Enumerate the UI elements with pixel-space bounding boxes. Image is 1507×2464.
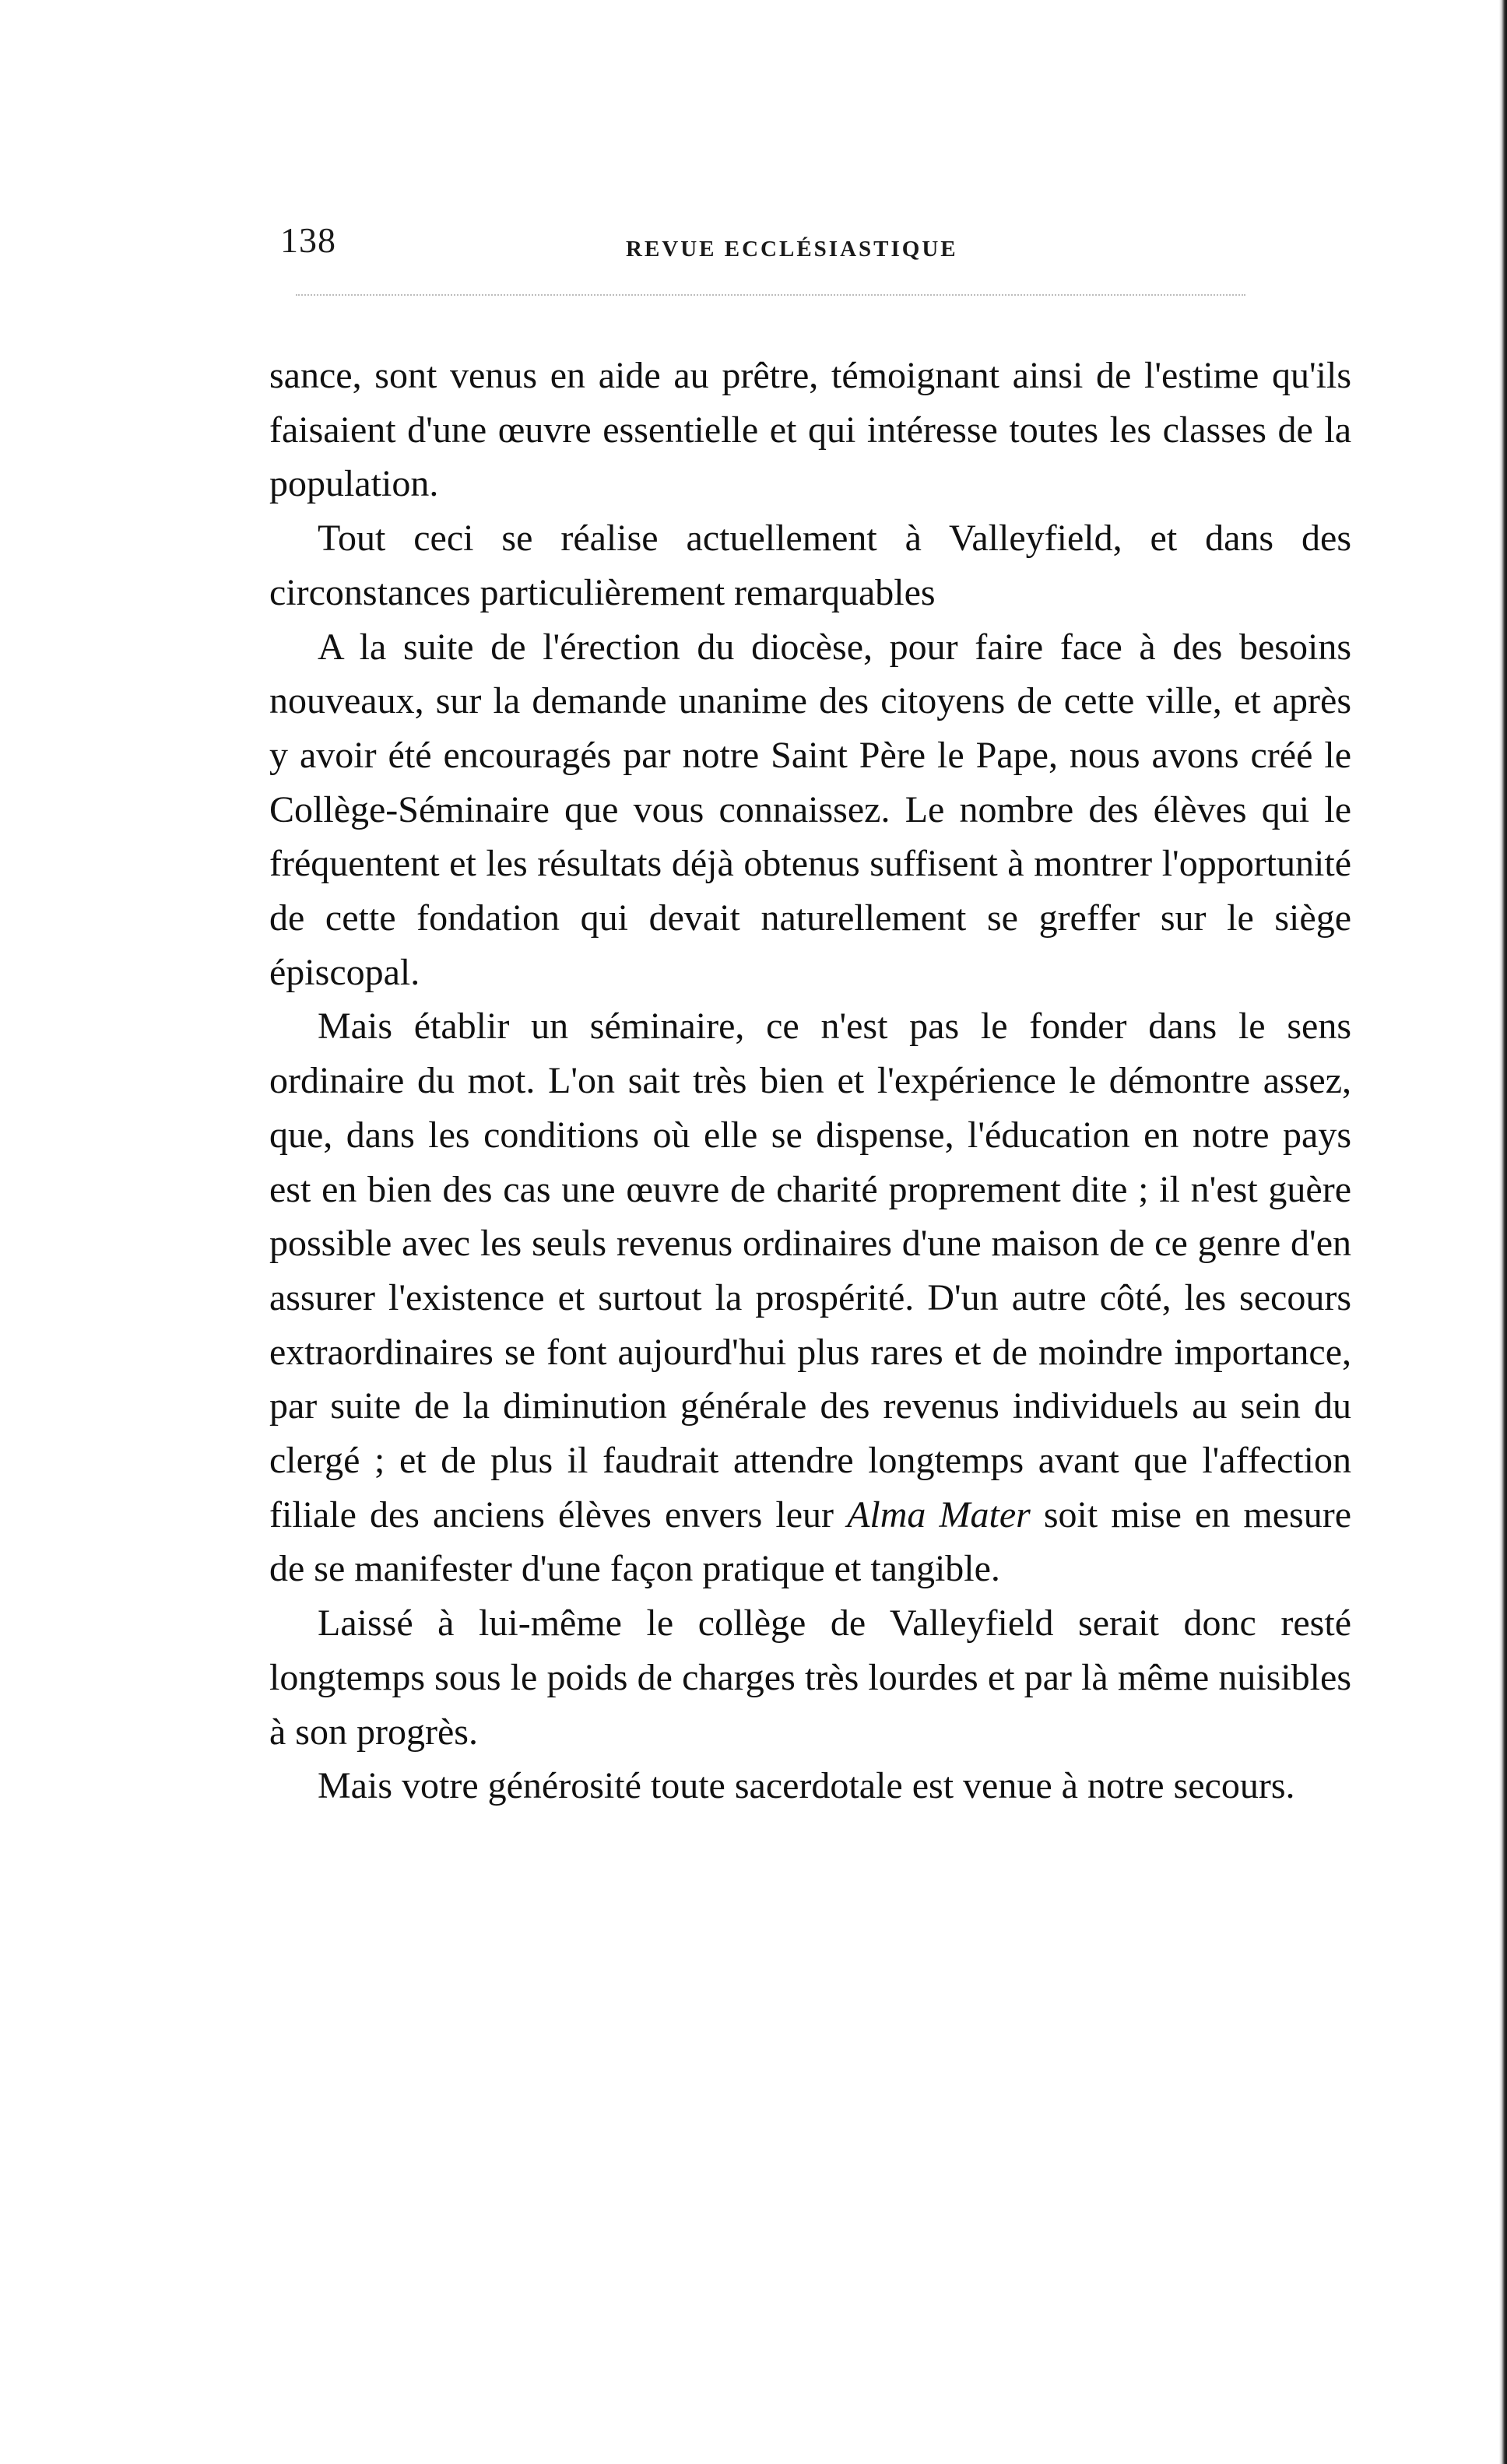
alma-mater-italic: Alma Mater [847, 1493, 1031, 1536]
binding-edge [1499, 0, 1507, 2464]
paragraph-seminaire-text-before: Mais établir un séminaire, ce n'est pas le fonder dans le sens ordinaire du mot. L'on sait très bien et l'expérience le démontre assez, que, dans les conditions où elle se dispense, l'éducation en notre pays est en bien des cas une œuvre de charité proprement dite ; il n'est guère possible avec les seuls revenus ordinaires d'une maison de ce genre d'en assurer l'existence et surtout la prospérité. D'un autre côté, les secours extraordinaires se font aujourd'hui plus rares et de moindre importance, par suite de la diminution générale des revenus individuels au sein du clergé ; et de plus il faudrait attendre longtemps avant que l'affection filiale des anciens élèves envers leur [269, 1006, 1351, 1536]
paragraph-seminaire [269, 999, 1351, 1596]
journal-title: REVUE ECCLÉSIASTIQUE [626, 237, 958, 261]
paragraph-continuation: sance, sont venus en aide au prêtre, témoignant ainsi de l'estime qu'ils faisaient d'une œuvre essentielle et qui intéresse toutes les classes de la population. [269, 355, 1351, 505]
paragraph-generosite: Mais votre générosité toute sacerdotale est venue à notre secours. [318, 1765, 1295, 1807]
page-number: 138 [280, 220, 336, 260]
paragraph-seminaire-text-after: soit mise en mesure de se manifester d'une façon pratique et tangible. [269, 1493, 1352, 1590]
paragraph-college: Laissé à lui-même le collège de Valleyfield serait donc resté longtemps sous le poids de charges très lourdes et par là même nuisibles à son progrès. [269, 1602, 1351, 1753]
running-header [280, 219, 1354, 274]
header-rule [296, 294, 1245, 296]
body-text [269, 349, 1351, 1813]
paragraph-valleyfield: Tout ceci se réalise actuellement à Valleyfield, et dans des circonstances particulièrement remarquables [269, 518, 1351, 613]
paragraph-diocese: A la suite de l'érection du diocèse, pour faire face à des besoins nouveaux, sur la demande unanime des citoyens de cette ville, et après y avoir été encouragés par notre Saint Père le Pape, nous avons créé le Collège-Séminaire que vous connaissez. Le nombre des élèves qui le fréquentent et les résultats déjà obtenus suffisent à montrer l'opportunité de cette fondation qui devait naturellement se greffer sur le siège épiscopal. [269, 626, 1351, 993]
